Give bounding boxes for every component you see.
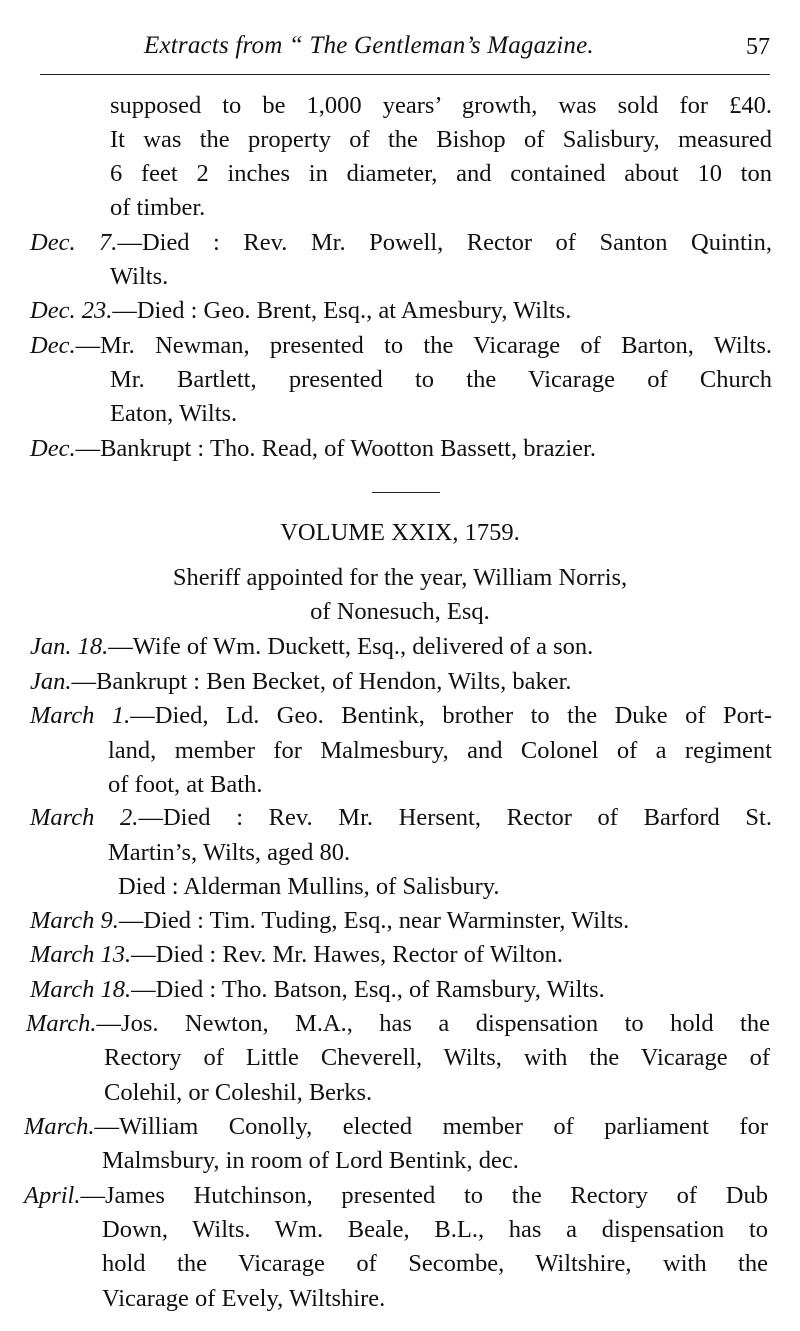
- entry-text: —Jos. Newton, M.A., has a dispensation to hold the: [96, 1010, 770, 1037]
- volume-heading: VOLUME XXIX, 1759.: [280, 519, 520, 546]
- entry-text: —Wife of Wm. Duckett, Esq., delivered of a son.: [108, 633, 594, 660]
- entry-continuation-line: Wilts.: [110, 263, 169, 290]
- entry-date: March 18.: [30, 976, 132, 1003]
- entry-continuation-line: Colehil, or Coleshil, Berks.: [104, 1079, 373, 1106]
- entry-jan-bankrupt: [30, 667, 572, 697]
- entry-text: —Died : Rev. Mr. Hersent, Rector of Barford St.: [138, 804, 772, 831]
- entry-continuation-line: supposed to be 1,000 years’ growth, was sold for £40.: [110, 92, 772, 119]
- entry-text: —Mr. Newman, presented to the Vicarage of Barton, Wilts.: [75, 332, 772, 359]
- entry-text: —Died : Tho. Batson, Esq., of Ramsbury, Wilts.: [131, 976, 605, 1003]
- entry-date: March 2.: [30, 804, 139, 831]
- entry-continuation-line: land, member for Malmesbury, and Colonel of a regiment: [108, 737, 772, 764]
- entry-date: March 13.: [30, 941, 132, 968]
- entry-march-1: [30, 701, 772, 731]
- section-divider: [372, 492, 440, 493]
- entry-continuation-line: hold the Vicarage of Secombe, Wiltshire, with the: [102, 1250, 768, 1277]
- entry-march-conolly: [24, 1112, 768, 1142]
- entry-continuation-line: It was the property of the Bishop of Salisbury, measured: [110, 126, 772, 153]
- entry-dec-7: [30, 228, 772, 258]
- entry-text: —Died : Geo. Brent, Esq., at Amesbury, Wilts.: [112, 297, 572, 324]
- entry-dec-bankrupt: [30, 434, 596, 464]
- entry-dec-newman: [30, 331, 772, 361]
- entry-text: —William Conolly, elected member of parliament for: [94, 1113, 768, 1140]
- entry-continuation-line: Down, Wilts. Wm. Beale, B.L., has a dispensation to: [102, 1216, 768, 1243]
- entry-continuation-line: Mr. Bartlett, presented to the Vicarage of Church: [110, 366, 772, 393]
- entry-text: —Died : Tim. Tuding, Esq., near Warminster, Wilts.: [118, 907, 630, 934]
- entry-continuation-line: Malmsbury, in room of Lord Bentink, dec.: [102, 1147, 519, 1174]
- entry-continuation-line: Vicarage of Evely, Wiltshire.: [102, 1285, 386, 1312]
- entry-text: —Bankrupt : Ben Becket, of Hendon, Wilts, baker.: [71, 668, 572, 695]
- entry-text: —Bankrupt : Tho. Read, of Wootton Bassett, brazier.: [75, 435, 596, 462]
- entry-date: April.: [24, 1182, 81, 1209]
- entry-date: Dec. 7.: [30, 229, 118, 256]
- entry-march-newton: [26, 1009, 770, 1039]
- entry-continuation-line: of foot, at Bath.: [108, 771, 263, 798]
- entry-date: March.: [26, 1010, 97, 1037]
- entry-date: March 9.: [30, 907, 119, 934]
- entry-march-18: [30, 975, 605, 1005]
- entry-continuation-line: Rectory of Little Cheverell, Wilts, with the Vicarage of: [104, 1044, 770, 1071]
- sheriff-line: of Nonesuch, Esq.: [310, 598, 490, 625]
- entry-jan-18: [30, 632, 593, 662]
- entry-date: Jan. 18.: [30, 633, 109, 660]
- running-head: Extracts from “ The Gentleman’s Magazine.: [144, 32, 594, 59]
- sheriff-line: Sheriff appointed for the year, William Norris,: [172, 564, 628, 591]
- entry-march-9: [30, 906, 629, 936]
- entry-dec-23: [30, 296, 571, 326]
- entry-continuation-line: Died : Alderman Mullins, of Salisbury.: [118, 873, 500, 900]
- entry-date: March 1.: [30, 702, 131, 729]
- entry-march-2: [30, 803, 772, 833]
- page-number: 57: [746, 34, 770, 60]
- entry-text: —Died : Rev. Mr. Powell, Rector of Santon Quintin,: [117, 229, 772, 256]
- entry-date: Jan.: [30, 668, 72, 695]
- entry-march-13: [30, 940, 563, 970]
- entry-text: —Died : Rev. Mr. Hawes, Rector of Wilton.: [131, 941, 563, 968]
- entry-continuation-line: 6 feet 2 inches in diameter, and contained about 10 ton: [110, 160, 772, 187]
- entry-date: March.: [24, 1113, 95, 1140]
- header-rule: [40, 74, 770, 75]
- entry-text: —James Hutchinson, presented to the Rectory of Dub: [80, 1182, 768, 1209]
- entry-continuation-line: of timber.: [110, 194, 206, 221]
- page-header: [40, 28, 770, 68]
- entry-date: Dec.: [30, 435, 76, 462]
- entry-text: —Died, Ld. Geo. Bentink, brother to the Duke of Port-: [130, 702, 772, 729]
- entry-continuation-line: Martin’s, Wilts, aged 80.: [108, 839, 351, 866]
- entry-continuation-line: Eaton, Wilts.: [110, 400, 238, 427]
- entry-date: Dec. 23.: [30, 297, 113, 324]
- entry-april: [24, 1181, 768, 1211]
- entry-date: Dec.: [30, 332, 76, 359]
